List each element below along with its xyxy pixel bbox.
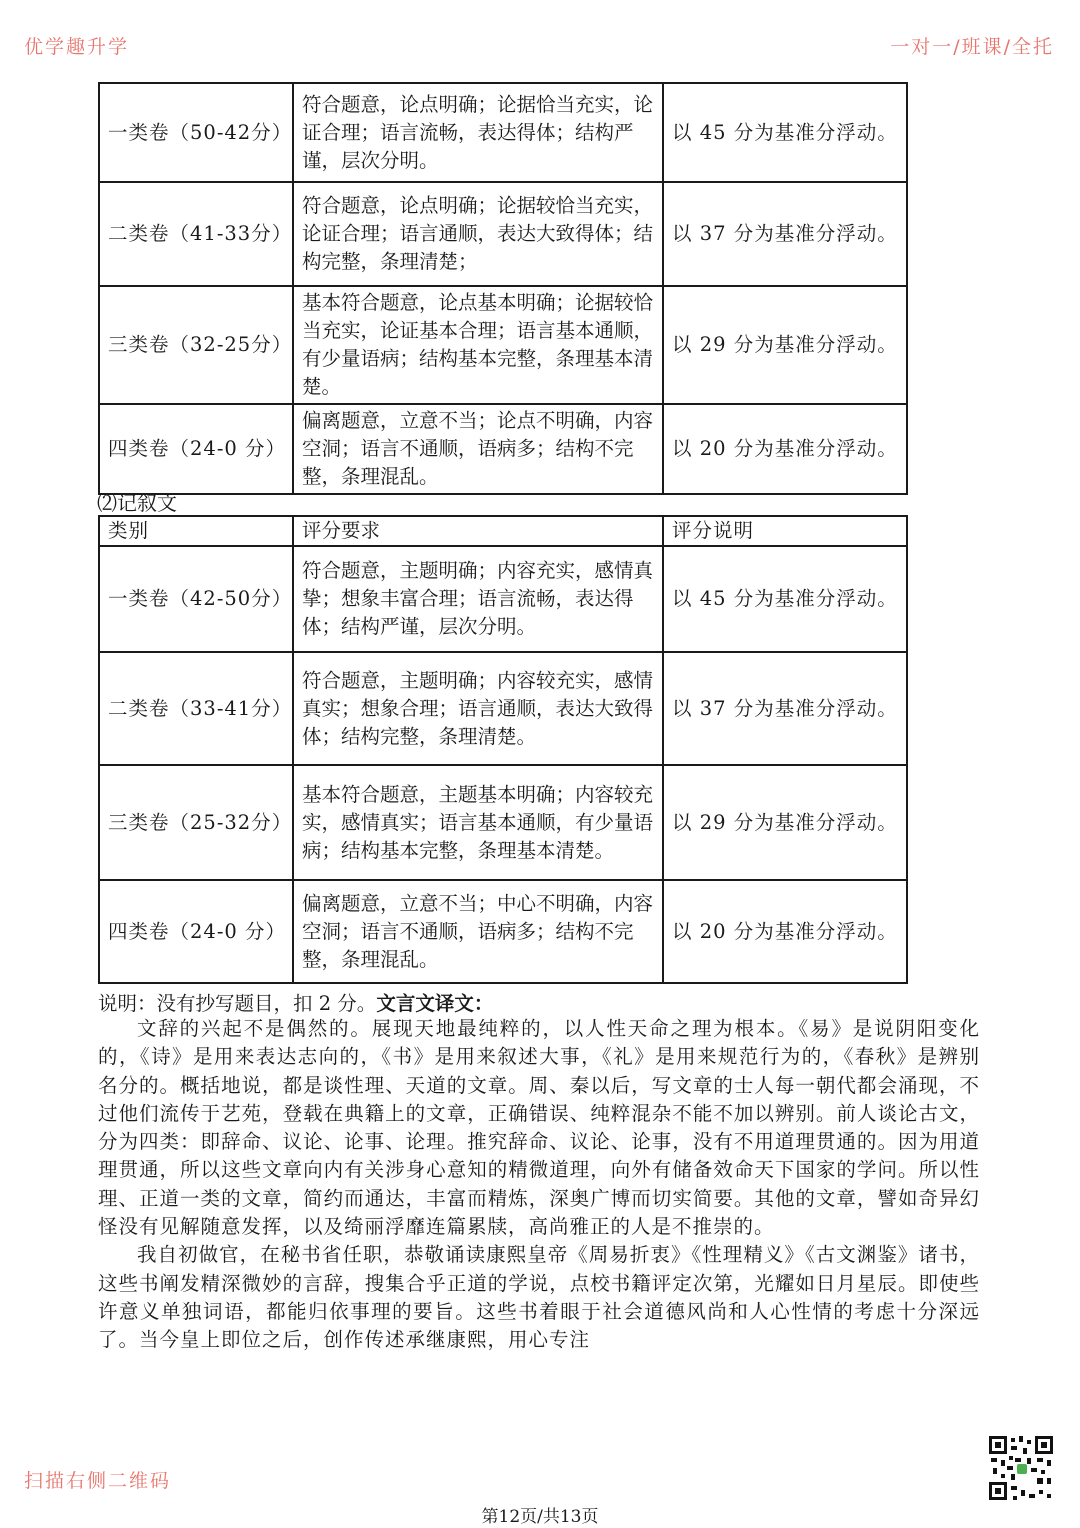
category-cell: 二类卷（33-41分）: [99, 652, 293, 765]
argumentative-essay-score-table: [98, 82, 908, 495]
table-row: [99, 546, 907, 652]
requirement-cell: 符合题意，论点明确；论据较恰当充实，论证合理；语言通顺，表达大致得体；结构完整，条理清楚；: [293, 182, 663, 286]
table-row: [99, 182, 907, 286]
category-cell: 四类卷（24-0 分）: [99, 880, 293, 983]
header-requirement: 评分要求: [293, 516, 663, 546]
translation-heading: 文言文译文：: [376, 992, 494, 1015]
watermark-top-right: 一对一/班课/全托: [890, 36, 1054, 58]
note-cell: 以 45 分为基准分浮动。: [663, 83, 907, 182]
table-row: [99, 652, 907, 765]
requirement-cell: 符合题意，论点明确；论据恰当充实，论证合理；语言流畅，表达得体；结构严谨，层次分明。: [293, 83, 663, 182]
table-row: [99, 286, 907, 404]
requirement-cell: 基本符合题意，主题基本明确；内容较充实，感情真实；语言基本通顺，有少量语病；结构基本完整，条理基本清楚。: [293, 765, 663, 880]
classical-text-translation: [98, 1015, 980, 1355]
note-cell: 以 45 分为基准分浮动。: [663, 546, 907, 652]
remark-line: [98, 988, 493, 1016]
requirement-cell: 偏离题意，立意不当；中心不明确，内容空洞；语言不通顺，语病多；结构不完整，条理混乱。: [293, 880, 663, 983]
header-category: 类别: [99, 516, 293, 546]
narrative-essay-score-table: [98, 515, 908, 984]
note-cell: 以 29 分为基准分浮动。: [663, 286, 907, 404]
table-row: [99, 83, 907, 182]
note-cell: 以 37 分为基准分浮动。: [663, 652, 907, 765]
category-cell: 二类卷（41-33分）: [99, 182, 293, 286]
category-cell: 三类卷（32-25分）: [99, 286, 293, 404]
note-cell: 以 29 分为基准分浮动。: [663, 765, 907, 880]
watermark-top-left: 优学趣升学: [24, 36, 130, 58]
category-cell: 四类卷（24-0 分）: [99, 404, 293, 494]
section-label-narrative: ⑵记叙文: [97, 491, 177, 515]
watermark-bottom-left: 扫描右侧二维码: [24, 1470, 172, 1492]
category-cell: 三类卷（25-32分）: [99, 765, 293, 880]
translation-paragraph: 我自初做官，在秘书省任职，恭敬诵读康熙皇帝《周易折衷》《性理精义》《古文渊鉴》诸书，这些书阐发精深微妙的言辞，搜集合乎正道的学说，点校书籍评定次第，光耀如日月星辰。即使些许意义单独词语，都能归依事理的要旨。这些书着眼于社会道德风尚和人心性情的考虑十分深远了。当今皇上即位之后，创作传述承继康熙，用心专注: [98, 1243, 980, 1352]
category-cell: 一类卷（42-50分）: [99, 546, 293, 652]
note-cell: 以 37 分为基准分浮动。: [663, 182, 907, 286]
note-cell: 以 20 分为基准分浮动。: [663, 404, 907, 494]
requirement-cell: 偏离题意，立意不当；论点不明确，内容空洞；语言不通顺，语病多；结构不完整，条理混乱。: [293, 404, 663, 494]
table-row: [99, 880, 907, 983]
header-note: 评分说明: [663, 516, 907, 546]
category-cell: 一类卷（50-42分）: [99, 83, 293, 182]
table-header-row: [99, 516, 907, 546]
requirement-cell: 基本符合题意，论点基本明确；论据较恰当充实，论证基本合理；语言基本通顺，有少量语病；结构基本完整，条理基本清楚。: [293, 286, 663, 404]
page-number: 第12页/共13页: [481, 1507, 599, 1527]
requirement-cell: 符合题意，主题明确；内容较充实，感情真实；想象合理；语言通顺，表达大致得体；结构完整，条理清楚。: [293, 652, 663, 765]
note-cell: 以 20 分为基准分浮动。: [663, 880, 907, 983]
table-row: [99, 765, 907, 880]
deduction-remark: 说明：没有抄写题目，扣 2 分。: [98, 992, 377, 1015]
table-row: [99, 404, 907, 494]
requirement-cell: 符合题意，主题明确；内容充实，感情真挚；想象丰富合理；语言流畅，表达得体；结构严谨，层次分明。: [293, 546, 663, 652]
qr-code-icon[interactable]: [987, 1434, 1055, 1502]
translation-paragraph: 文辞的兴起不是偶然的。展现天地最纯粹的，以人性天命之理为根本。《易》是说阴阳变化的，《诗》是用来表达志向的，《书》是用来叙述大事，《礼》是用来规范行为的，《春秋》是辨别名分的。概括地说，都是谈性理、天道的文章。周、秦以后，写文章的士人每一朝代都会涌现，不过他们流传于艺苑，登载在典籍上的文章，正确错误、纯粹混杂不能不加以辨别。前人谈论古文，分为四类：即辞命、议论、论事、论理。推究辞命、议论、论事，没有不用道理贯通的。因为用道理贯通，所以这些文章向内有关涉身心意知的精微道理，向外有储备效命天下国家的学问。所以性理、正道一类的文章，简约而通达，丰富而精炼，深奥广博而切实简要。其他的文章，譬如奇异幻怪没有见解随意发挥，以及绮丽浮靡连篇累牍，高尚雅正的人是不推崇的。: [98, 1017, 980, 1239]
